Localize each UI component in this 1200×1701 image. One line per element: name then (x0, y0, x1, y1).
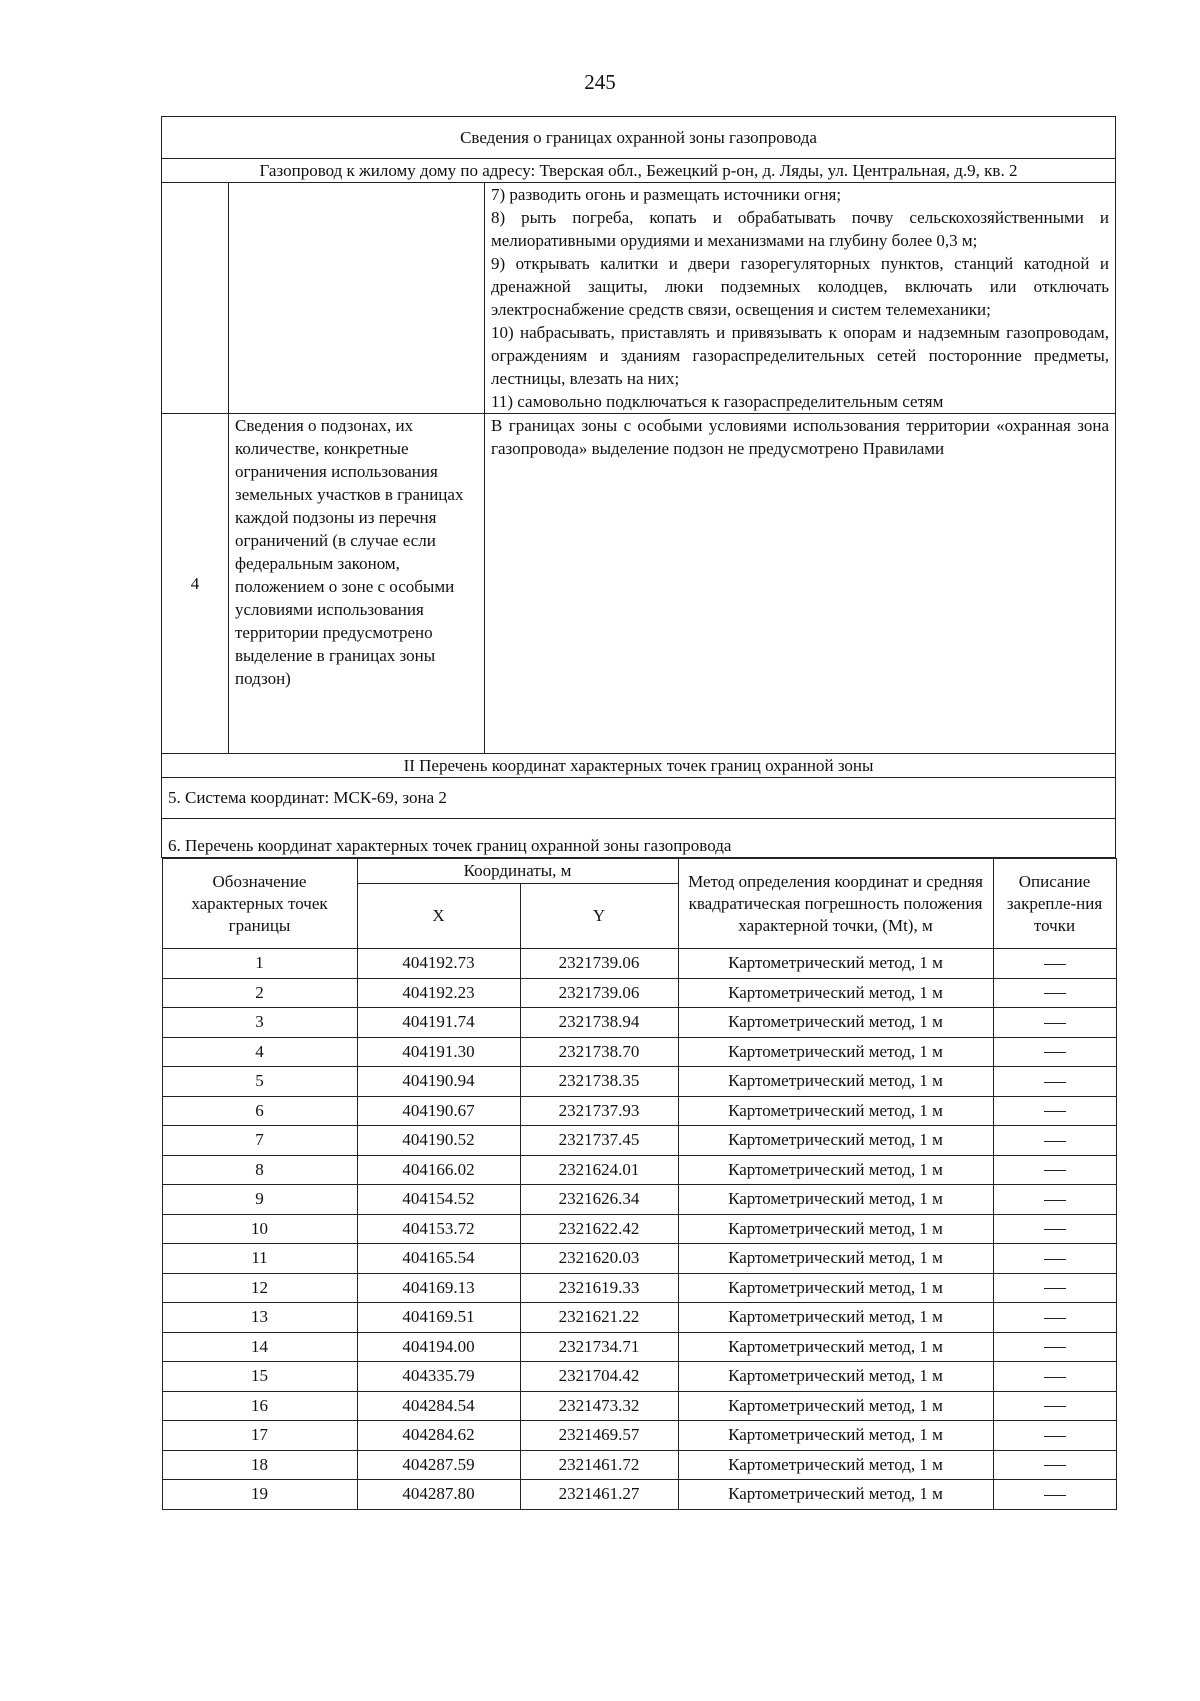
table-row (162, 1421, 1116, 1451)
table-row (162, 1214, 1116, 1244)
point-method: Картометрический метод, 1 м (678, 1244, 993, 1274)
point-method: Картометрический метод, 1 м (678, 1008, 993, 1038)
point-y: 2321737.45 (520, 1126, 678, 1156)
point-y: 2321621.22 (520, 1303, 678, 1333)
empty-number-cell (162, 183, 229, 414)
point-number: 9 (162, 1185, 357, 1215)
point-method: Картометрический метод, 1 м (678, 1391, 993, 1421)
point-x: 404191.30 (357, 1037, 520, 1067)
point-method: Картометрический метод, 1 м (678, 1273, 993, 1303)
point-number: 18 (162, 1450, 357, 1480)
point-number: 7 (162, 1126, 357, 1156)
point-x: 404284.54 (357, 1391, 520, 1421)
point-y: 2321738.94 (520, 1008, 678, 1038)
point-y: 2321469.57 (520, 1421, 678, 1451)
point-description (993, 1332, 1116, 1362)
dash-mark (1044, 964, 1066, 965)
point-number: 14 (162, 1332, 357, 1362)
point-x: 404169.51 (357, 1303, 520, 1333)
dash-mark (1044, 1141, 1066, 1142)
table-row (162, 949, 1116, 979)
point-method: Картометрический метод, 1 м (678, 1126, 993, 1156)
dash-mark (1044, 1465, 1066, 1466)
point-y: 2321461.27 (520, 1480, 678, 1510)
point-method: Картометрический метод, 1 м (678, 1037, 993, 1067)
point-method: Картометрический метод, 1 м (678, 1362, 993, 1392)
point-description (993, 1244, 1116, 1274)
table-row (162, 1185, 1116, 1215)
dash-mark (1044, 1347, 1066, 1348)
point-description (993, 1362, 1116, 1392)
point-method: Картометрический метод, 1 м (678, 949, 993, 979)
empty-label-cell (229, 183, 485, 414)
point-method: Картометрический метод, 1 м (678, 1303, 993, 1333)
point-x: 404190.52 (357, 1126, 520, 1156)
header-coordinates: Координаты, м (357, 859, 678, 884)
point-y: 2321739.06 (520, 978, 678, 1008)
point-y: 2321622.42 (520, 1214, 678, 1244)
point-description (993, 1450, 1116, 1480)
table-row (162, 1067, 1116, 1097)
point-y: 2321704.42 (520, 1362, 678, 1392)
point-x: 404190.67 (357, 1096, 520, 1126)
point-x: 404287.80 (357, 1480, 520, 1510)
point-x: 404169.13 (357, 1273, 520, 1303)
point-number: 2 (162, 978, 357, 1008)
point-description (993, 1185, 1116, 1215)
subzones-row (162, 414, 1116, 754)
point-y: 2321739.06 (520, 949, 678, 979)
dash-mark (1044, 1495, 1066, 1496)
point-number: 3 (162, 1008, 357, 1038)
point-x: 404335.79 (357, 1362, 520, 1392)
restriction-item: 7) разводить огонь и размещать источники огня; (491, 185, 842, 204)
restriction-item: 8) рыть погреба, копать и обрабатывать почву сельскохозяйственными и мелиоративными орудиями и механизмами на глубину более 0,3 м; (491, 208, 1110, 250)
zone-info-table (161, 116, 1116, 1510)
dash-mark (1044, 1406, 1066, 1407)
dash-mark (1044, 1436, 1066, 1437)
point-number: 12 (162, 1273, 357, 1303)
dash-mark (1044, 1082, 1066, 1083)
table-row (162, 1391, 1116, 1421)
point-method: Картометрический метод, 1 м (678, 1421, 993, 1451)
coordinates-wrapper (162, 858, 1116, 1510)
coordinates-body (162, 949, 1116, 1510)
point-x: 404194.00 (357, 1332, 520, 1362)
point-y: 2321620.03 (520, 1244, 678, 1274)
point-x: 404192.73 (357, 949, 520, 979)
coordinate-system: 5. Система координат: МСК-69, зона 2 (162, 778, 1116, 819)
subzones-label: Сведения о подзонах, их количестве, конкретные ограничения использования земельных участков в границах каждой подзоны из перечня ограничений (в случае если федеральным законом, положением о зоне с особыми условиями использования территории предусмотрено выделение в границах зоны подзон) (229, 414, 485, 754)
point-x: 404154.52 (357, 1185, 520, 1215)
row-number: 4 (162, 414, 229, 754)
dash-mark (1044, 1318, 1066, 1319)
point-x: 404192.23 (357, 978, 520, 1008)
point-number: 19 (162, 1480, 357, 1510)
point-x: 404166.02 (357, 1155, 520, 1185)
point-description (993, 1037, 1116, 1067)
point-number: 15 (162, 1362, 357, 1392)
point-number: 8 (162, 1155, 357, 1185)
point-description (993, 1273, 1116, 1303)
table-row (162, 978, 1116, 1008)
table-row (162, 1450, 1116, 1480)
point-description (993, 1303, 1116, 1333)
point-number: 11 (162, 1244, 357, 1274)
dash-mark (1044, 1111, 1066, 1112)
point-description (993, 1155, 1116, 1185)
point-x: 404153.72 (357, 1214, 520, 1244)
point-x: 404191.74 (357, 1008, 520, 1038)
table-row (162, 1096, 1116, 1126)
header-x: X (357, 884, 520, 949)
point-description (993, 1126, 1116, 1156)
dash-mark (1044, 1023, 1066, 1024)
object-address: Газопровод к жилому дому по адресу: Тверская обл., Бежецкий р-он, д. Ляды, ул. Центральная, д.9, кв. 2 (162, 159, 1116, 183)
point-method: Картометрический метод, 1 м (678, 1214, 993, 1244)
dash-mark (1044, 1229, 1066, 1230)
point-y: 2321738.70 (520, 1037, 678, 1067)
point-description (993, 1391, 1116, 1421)
dash-mark (1044, 1377, 1066, 1378)
point-number: 5 (162, 1067, 357, 1097)
point-description (993, 1096, 1116, 1126)
point-x: 404284.62 (357, 1421, 520, 1451)
coordinate-list-title: 6. Перечень координат характерных точек границ охранной зоны газопровода (162, 819, 1116, 858)
point-method: Картометрический метод, 1 м (678, 978, 993, 1008)
point-description (993, 949, 1116, 979)
header-method: Метод определения координат и средняя квадратическая погрешность положения характерной точки, (Mt), м (678, 859, 993, 949)
point-y: 2321624.01 (520, 1155, 678, 1185)
table-row (162, 1155, 1116, 1185)
point-description (993, 1067, 1116, 1097)
point-method: Картометрический метод, 1 м (678, 1450, 993, 1480)
restriction-item: 9) открывать калитки и двери газорегуляторных пунктов, станций катодной и дренажной защиты, люки подземных колодцев, включать или отключать электроснабжение средств связи, освещения и систем телемеханики; (491, 254, 1110, 319)
point-number: 10 (162, 1214, 357, 1244)
dash-mark (1044, 1170, 1066, 1171)
point-number: 4 (162, 1037, 357, 1067)
page-number: 245 (584, 70, 616, 94)
point-method: Картометрический метод, 1 м (678, 1096, 993, 1126)
point-method: Картометрический метод, 1 м (678, 1332, 993, 1362)
point-description (993, 978, 1116, 1008)
point-description (993, 1008, 1116, 1038)
point-y: 2321734.71 (520, 1332, 678, 1362)
point-y: 2321626.34 (520, 1185, 678, 1215)
table-row (162, 1244, 1116, 1274)
point-description (993, 1480, 1116, 1510)
point-x: 404165.54 (357, 1244, 520, 1274)
point-x: 404190.94 (357, 1067, 520, 1097)
point-method: Картометрический метод, 1 м (678, 1185, 993, 1215)
point-number: 17 (162, 1421, 357, 1451)
table-row (162, 1037, 1116, 1067)
table-row (162, 1008, 1116, 1038)
point-y: 2321738.35 (520, 1067, 678, 1097)
restriction-item: 10) набрасывать, приставлять и привязывать к опорам и надземным газопроводам, ограждениям и зданиям газораспределительных сетей посторонние предметы, лестницы, влезать на них; (491, 323, 1110, 388)
point-method: Картометрический метод, 1 м (678, 1155, 993, 1185)
point-x: 404287.59 (357, 1450, 520, 1480)
restrictions-cell (485, 183, 1116, 414)
point-y: 2321461.72 (520, 1450, 678, 1480)
dash-mark (1044, 1288, 1066, 1289)
point-description (993, 1214, 1116, 1244)
point-number: 16 (162, 1391, 357, 1421)
point-number: 6 (162, 1096, 357, 1126)
restrictions-row (162, 183, 1116, 414)
section-heading: II Перечень координат характерных точек границ охранной зоны (162, 754, 1116, 778)
header-y: Y (520, 884, 678, 949)
dash-mark (1044, 1259, 1066, 1260)
point-y: 2321473.32 (520, 1391, 678, 1421)
restriction-item: 11) самовольно подключаться к газораспределительным сетям (491, 392, 944, 411)
point-number: 13 (162, 1303, 357, 1333)
header-designation: Обозначение характерных точек границы (162, 859, 357, 949)
dash-mark (1044, 993, 1066, 994)
table-row (162, 1126, 1116, 1156)
table-row (162, 1480, 1116, 1510)
table-row (162, 1332, 1116, 1362)
dash-mark (1044, 1052, 1066, 1053)
table-row (162, 1303, 1116, 1333)
point-number: 1 (162, 949, 357, 979)
point-method: Картометрический метод, 1 м (678, 1067, 993, 1097)
subzones-value: В границах зоны с особыми условиями использования территории «охранная зона газопровода» выделение подзон не предусмотрено Правилами (485, 414, 1116, 754)
point-method: Картометрический метод, 1 м (678, 1480, 993, 1510)
document-title: Сведения о границах охранной зоны газопровода (162, 117, 1116, 159)
table-row (162, 1362, 1116, 1392)
table-row (162, 1273, 1116, 1303)
point-y: 2321619.33 (520, 1273, 678, 1303)
coordinates-table (162, 858, 1117, 1510)
point-y: 2321737.93 (520, 1096, 678, 1126)
header-description: Описание закрепле-ния точки (993, 859, 1116, 949)
dash-mark (1044, 1200, 1066, 1201)
point-description (993, 1421, 1116, 1451)
